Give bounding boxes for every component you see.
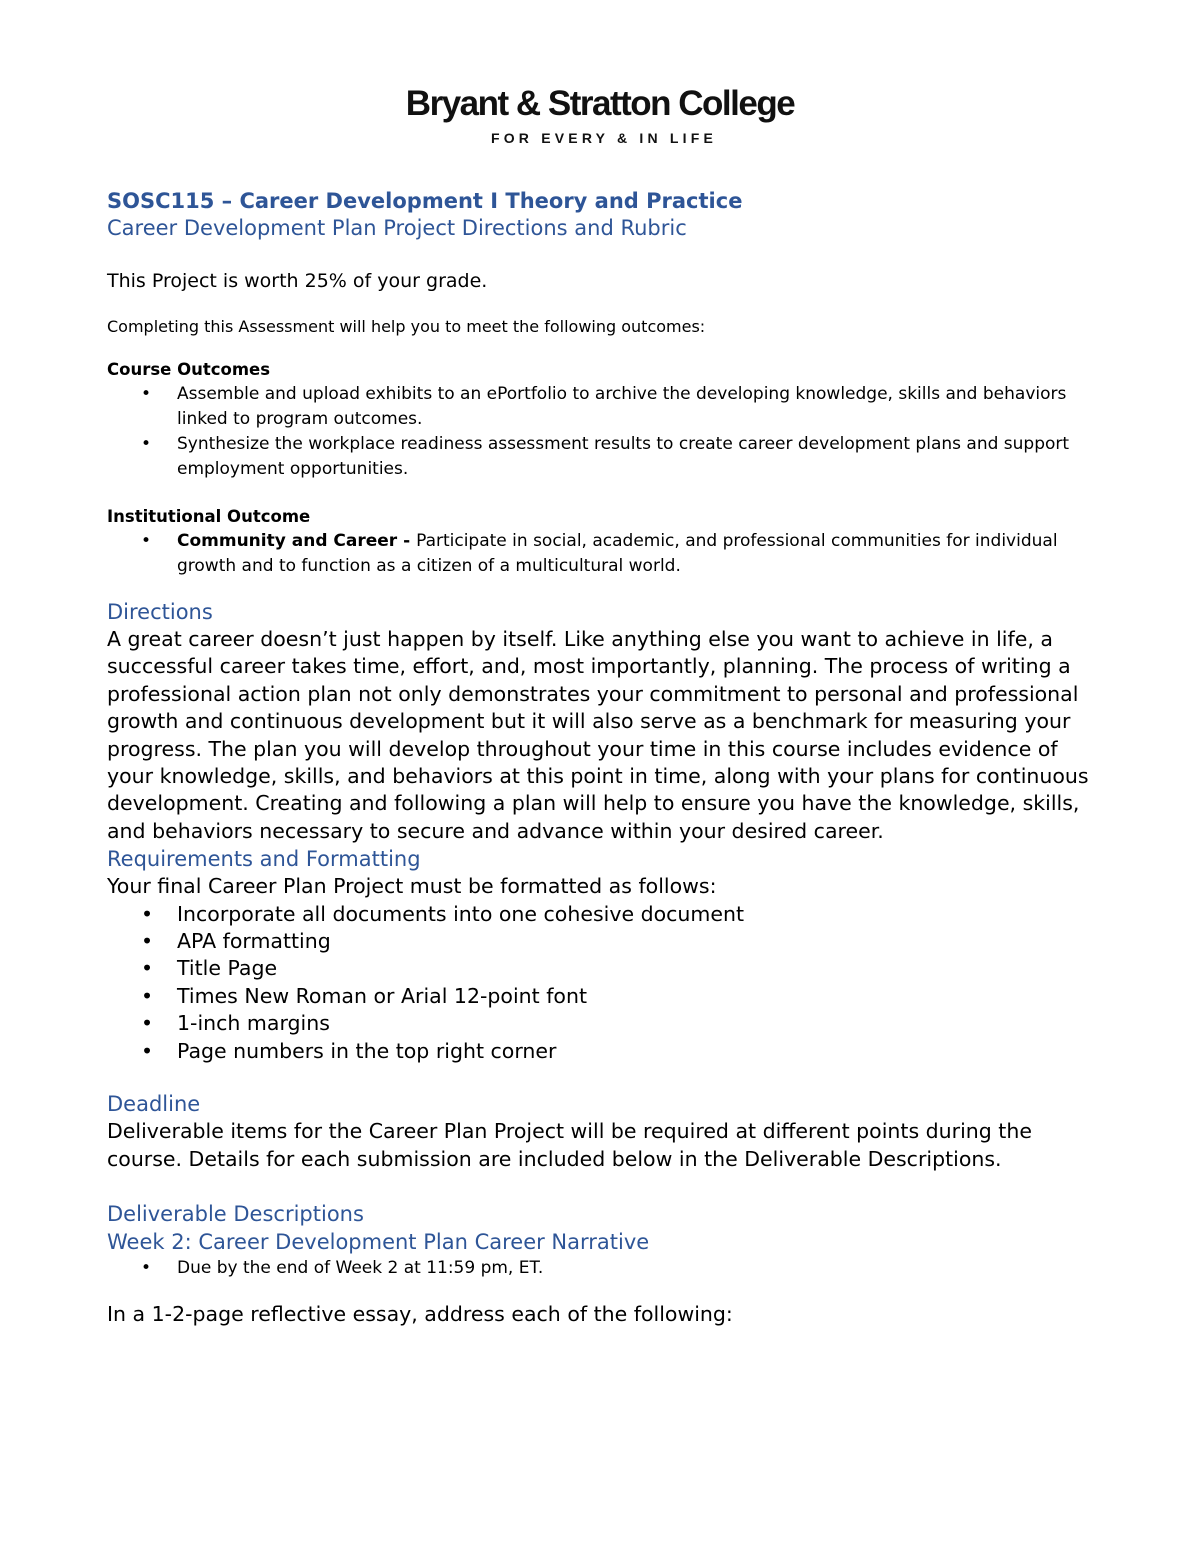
due-date-list bbox=[107, 1256, 1107, 1281]
list-item: • APA formatting bbox=[107, 928, 1107, 955]
college-logo bbox=[0, 84, 1200, 146]
list-item: • Incorporate all documents into one cohesive document bbox=[107, 901, 1107, 928]
list-item: • Title Page bbox=[107, 955, 1107, 982]
deadline-text: Deliverable items for the Career Plan Project will be required at different points during the course. Details for each submission are included below in the Deliverable Descriptions. bbox=[107, 1119, 1032, 1171]
essay-instructions: In a 1-2-page reflective essay, address each of the following: bbox=[107, 1301, 733, 1326]
document-body bbox=[107, 187, 1107, 1328]
week-2-heading: Week 2: Career Development Plan Career Narrative bbox=[107, 1229, 650, 1254]
outcomes-intro-text: Completing this Assessment will help you to meet the following outcomes: bbox=[107, 317, 706, 336]
list-item bbox=[107, 529, 1107, 579]
deliverables-section bbox=[107, 1200, 1107, 1328]
course-title: SOSC115 – Career Development I Theory and Practice bbox=[107, 189, 743, 213]
directions-section bbox=[107, 598, 1107, 845]
directions-heading: Directions bbox=[107, 600, 213, 624]
list-item: • Page numbers in the top right corner bbox=[107, 1038, 1107, 1065]
directions-text: A great career doesn’t just happen by itself. Like anything else you want to achieve in life, a successful career takes time, effort, and, most importantly, planning. The process of writing a professional action plan not only demonstrates your commitment to personal and professional growth and continuous development but it will also serve as a benchmark for measuring your progress. The plan you will develop throughout your time in this course includes evidence of your knowledge, skills, and behaviors at this point in time, along with your plans for continuous development. Creating and following a plan will help to ensure you have the knowledge, skills, and behaviors necessary to secure and advance within your desired career. bbox=[107, 627, 1089, 843]
list-item: • Due by the end of Week 2 at 11:59 pm, ET. bbox=[107, 1256, 1107, 1281]
list-item: • Synthesize the workplace readiness assessment results to create career development plans and support employment opportunities. bbox=[107, 432, 1107, 482]
document-subtitle: Career Development Plan Project Directions and Rubric bbox=[107, 216, 687, 240]
logo-tagline: FOR EVERY & IN LIFE bbox=[490, 130, 718, 146]
grade-weight-text: This Project is worth 25% of your grade. bbox=[107, 270, 488, 292]
list-item: • 1-inch margins bbox=[107, 1010, 1107, 1037]
outcome-label: Community and Career - bbox=[177, 531, 417, 551]
requirements-heading: Requirements and Formatting bbox=[107, 847, 421, 872]
outcome-description: Participate in social, academic, and professional communities for individual growth and to function as a citizen of a multicultural world. bbox=[177, 531, 1058, 576]
list-item: • Times New Roman or Arial 12-point font bbox=[107, 983, 1107, 1010]
deadline-section bbox=[107, 1090, 1107, 1173]
requirements-section bbox=[107, 845, 1107, 1065]
institutional-outcome-list bbox=[107, 529, 1107, 579]
deliverables-heading: Deliverable Descriptions bbox=[107, 1201, 364, 1226]
course-outcomes-section bbox=[107, 358, 1107, 482]
institutional-outcome-heading: Institutional Outcome bbox=[107, 507, 311, 526]
course-outcomes-list bbox=[107, 382, 1107, 482]
deadline-heading: Deadline bbox=[107, 1092, 201, 1117]
institutional-outcome-section bbox=[107, 505, 1107, 579]
list-item: • Assemble and upload exhibits to an ePortfolio to archive the developing knowledge, skills and behaviors linked to program outcomes. bbox=[107, 382, 1107, 432]
course-outcomes-heading: Course Outcomes bbox=[107, 360, 271, 379]
logo-name: Bryant & Stratton College bbox=[405, 84, 795, 123]
requirements-intro: Your final Career Plan Project must be formatted as follows: bbox=[107, 874, 717, 899]
requirements-list bbox=[107, 901, 1107, 1065]
